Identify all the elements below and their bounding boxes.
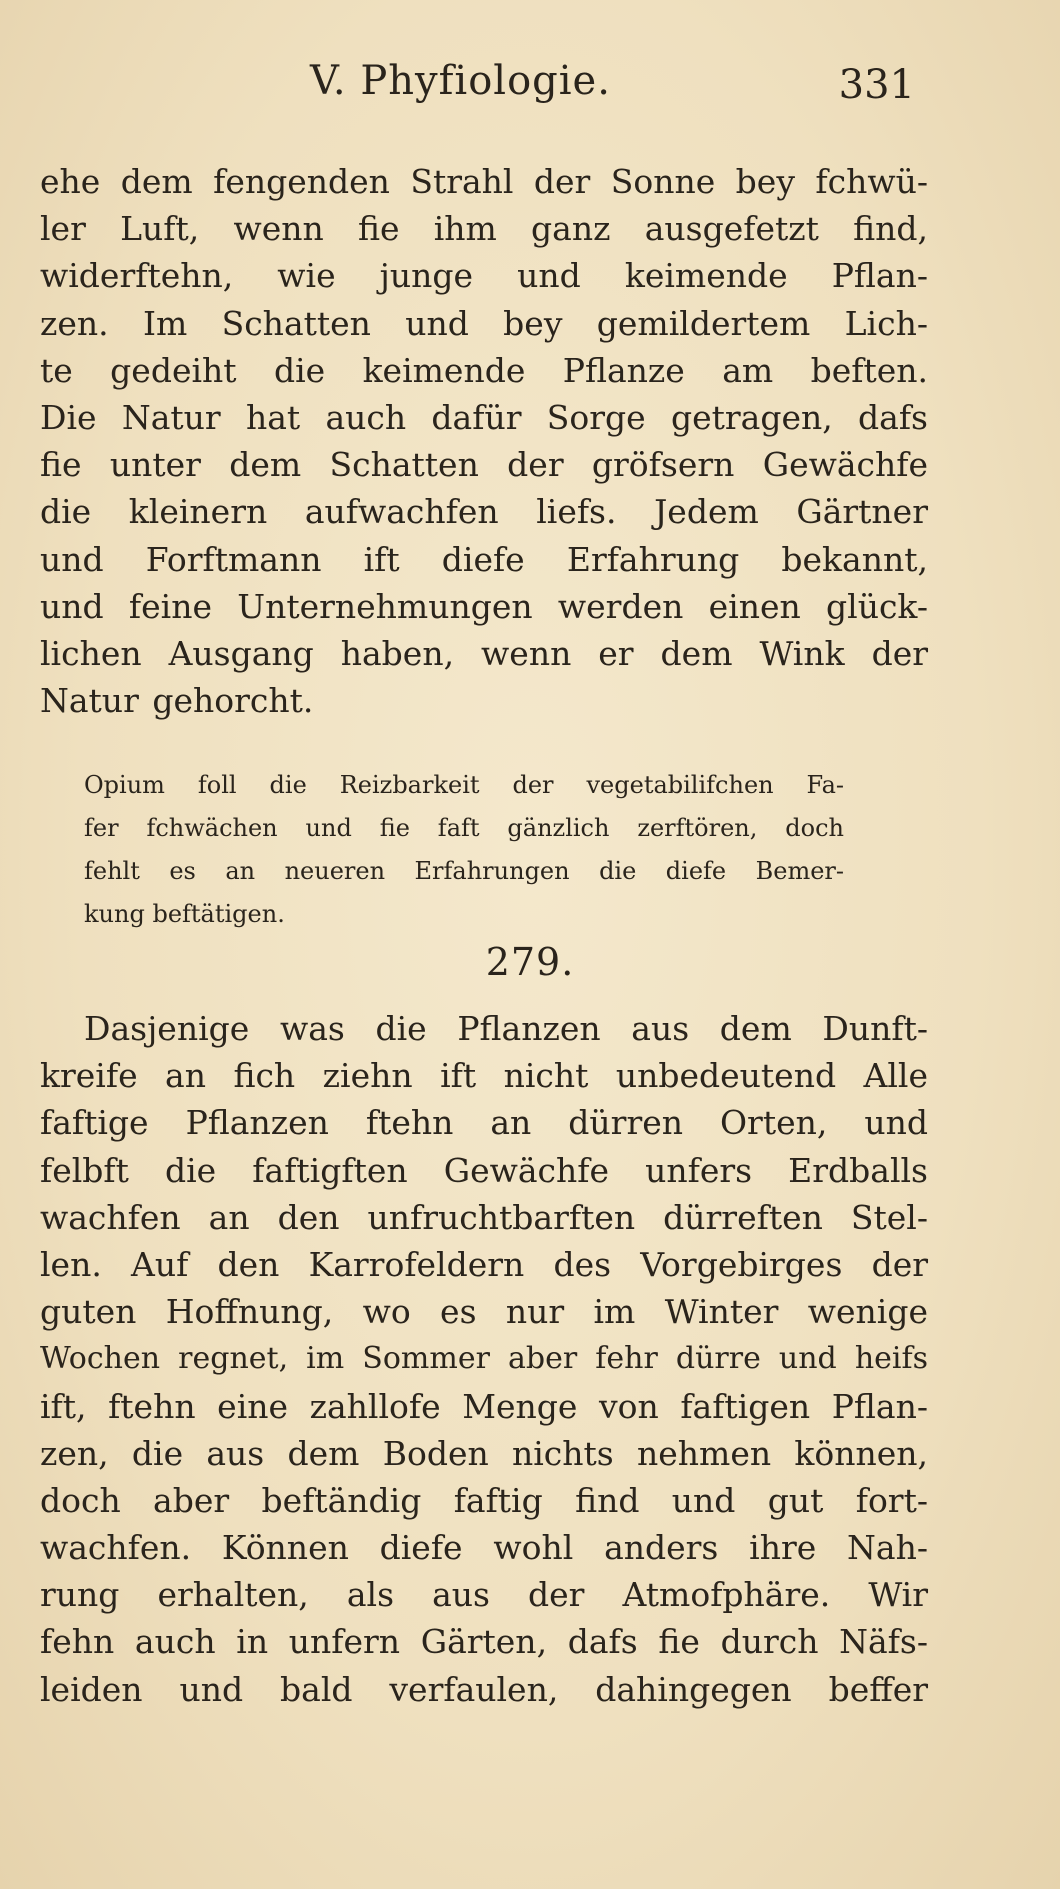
text-line: die kleinern aufwachfen liefs. Jedem Gärtner bbox=[40, 492, 928, 532]
text-line: leiden und bald verfaulen, dahingegen beffer bbox=[40, 1669, 928, 1709]
text-line: und feine Unternehmungen werden einen glück- bbox=[40, 586, 928, 626]
footnote-line: kung beftätigen. bbox=[84, 900, 285, 928]
text-line: zen, die aus dem Boden nichts nehmen können, bbox=[40, 1433, 928, 1473]
text-line: kreife an fich ziehn ift nicht unbedeutend Alle bbox=[40, 1056, 928, 1096]
text-line: rung erhalten, als aus der Atmofphäre. Wir bbox=[40, 1575, 928, 1615]
text-line: Wochen regnet, im Sommer aber fehr dürre und heifs bbox=[40, 1341, 928, 1377]
paragraph-1 bbox=[40, 158, 928, 724]
text-line: Natur gehorcht. bbox=[40, 681, 314, 721]
page-number: 331 bbox=[838, 62, 915, 108]
text-line: zen. Im Schatten und bey gemildertem Lich- bbox=[40, 303, 928, 343]
text-line: te gedeiht die keimende Pflanze am beften. bbox=[40, 350, 928, 390]
text-line: ehe dem fengenden Strahl der Sonne bey fchwü- bbox=[40, 162, 928, 201]
paragraph-2 bbox=[40, 1005, 928, 1713]
text-line: ift, ftehn eine zahllofe Menge von faftigen Pflan- bbox=[40, 1386, 928, 1426]
text-line: doch aber beftändig faftig find und gut fort- bbox=[40, 1480, 928, 1520]
text-line: ler Luft, wenn fie ihm ganz ausgefetzt find, bbox=[40, 209, 928, 249]
footnote-line: fehlt es an neueren Erfahrungen die diefe Bemer- bbox=[84, 857, 844, 885]
text-line: felbft die faftigften Gewächfe unfers Erdballs bbox=[40, 1150, 928, 1190]
text-line: widerftehn, wie junge und keimende Pflan- bbox=[40, 256, 928, 296]
footnote-line: Opium foll die Reizbarkeit der vegetabilifchen Fa- bbox=[84, 771, 844, 799]
text-line: faftige Pflanzen ftehn an dürren Orten, und bbox=[40, 1103, 928, 1143]
section-number: 279. bbox=[485, 940, 575, 984]
text-line: Die Natur hat auch dafür Sorge getragen, dafs bbox=[40, 397, 928, 437]
footnote-line: fer fchwächen und fie faft gänzlich zerftören, doch bbox=[84, 814, 844, 842]
running-head: V. Phyfiologie. bbox=[310, 58, 611, 104]
text-line: fehn auch in unfern Gärten, dafs fie durch Näfs- bbox=[40, 1622, 928, 1662]
page-header bbox=[310, 58, 915, 128]
text-line: wachfen. Können diefe wohl anders ihre Nah- bbox=[40, 1528, 928, 1568]
text-line: fie unter dem Schatten der gröfsern Gewächfe bbox=[40, 445, 928, 485]
footnote bbox=[84, 764, 844, 936]
text-line: lichen Ausgang haben, wenn er dem Wink der bbox=[40, 633, 928, 673]
text-line: guten Hoffnung, wo es nur im Winter wenige bbox=[40, 1292, 928, 1332]
text-line: len. Auf den Karrofeldern des Vorgebirges der bbox=[40, 1244, 928, 1284]
text-line: wachfen an den unfruchtbarften dürreften Stel- bbox=[40, 1197, 928, 1237]
text-line: Dasjenige was die Pflanzen aus dem Dunft- bbox=[84, 1009, 928, 1048]
text-line: und Forftmann ift diefe Erfahrung bekannt, bbox=[40, 539, 928, 579]
